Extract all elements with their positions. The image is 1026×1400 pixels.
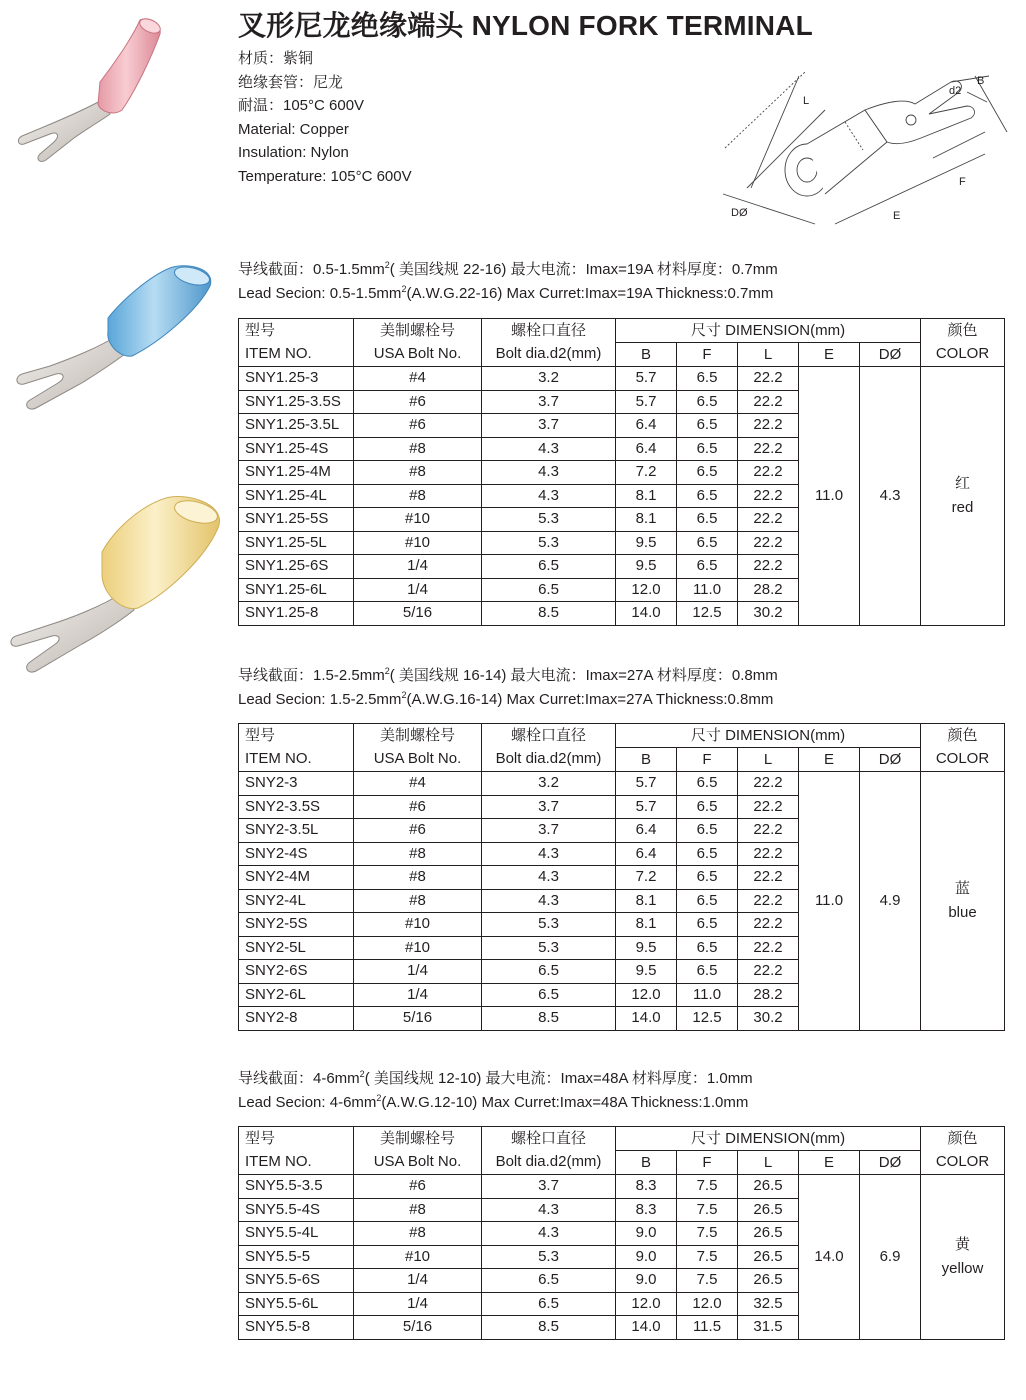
color-cell (921, 1175, 1005, 1340)
bolt-no-cell: 1/4 (354, 555, 482, 579)
bolt-dia-cell: 3.7 (482, 819, 616, 843)
f-cell: 6.5 (677, 960, 738, 984)
color-cn: 黄 (954, 1235, 970, 1253)
f-cell: 6.5 (677, 531, 738, 555)
bolt-no-cell: 1/4 (354, 1269, 482, 1293)
header-dimension: 尺寸 DIMENSION(mm) (616, 724, 921, 748)
bolt-dia-cell: 5.3 (482, 936, 616, 960)
f-cell: 7.5 (677, 1198, 738, 1222)
section-heading-cn: 导线截面：$0.5-1.5mm^2$( 美国线规 22-16) 最大电流：Imax=19A 材料厚度：0.7mm (238, 260, 778, 278)
header-item-cn: 型号 (239, 1127, 354, 1151)
l-cell: 22.2 (738, 772, 799, 796)
bolt-dia-cell: 6.5 (482, 578, 616, 602)
header-dimension: 尺寸 DIMENSION(mm) (616, 1127, 921, 1151)
spec-line: Material: Copper (238, 120, 349, 138)
item-no-cell: SNY5.5-4L (239, 1222, 354, 1246)
e-cell: 11.0 (799, 367, 860, 626)
bolt-dia-cell: 5.3 (482, 508, 616, 532)
item-no-cell: SNY1.25-4L (239, 484, 354, 508)
header-dia-en: Bolt dia.d2(mm) (482, 748, 616, 772)
color-cn: 红 (954, 474, 970, 492)
bolt-dia-cell: 4.3 (482, 1198, 616, 1222)
bolt-no-cell: 5/16 (354, 1316, 482, 1340)
item-no-cell: SNY1.25-4S (239, 437, 354, 461)
l-cell: 22.2 (738, 889, 799, 913)
header-d: DØ (860, 1151, 921, 1175)
bolt-dia-cell: 6.5 (482, 983, 616, 1007)
header-dia-en: Bolt dia.d2(mm) (482, 343, 616, 367)
bolt-dia-cell: 4.3 (482, 437, 616, 461)
bolt-no-cell: #8 (354, 842, 482, 866)
bolt-no-cell: #8 (354, 866, 482, 890)
l-cell: 22.2 (738, 437, 799, 461)
bolt-no-cell: 1/4 (354, 1292, 482, 1316)
b-cell: 9.0 (616, 1269, 677, 1293)
b-cell: 12.0 (616, 983, 677, 1007)
bolt-no-cell: #4 (354, 367, 482, 391)
bolt-no-cell: #8 (354, 889, 482, 913)
b-cell: 8.1 (616, 889, 677, 913)
l-cell: 22.2 (738, 555, 799, 579)
b-cell: 6.4 (616, 842, 677, 866)
item-no-cell: SNY5.5-5 (239, 1245, 354, 1269)
l-cell: 22.2 (738, 414, 799, 438)
header-bolt-cn: 美制螺栓号 (354, 1127, 482, 1151)
diagram-label-D: DØ (731, 207, 748, 219)
section-heading (238, 664, 778, 712)
item-no-cell: SNY2-8 (239, 1007, 354, 1031)
item-no-cell: SNY5.5-3.5 (239, 1175, 354, 1199)
l-cell: 26.5 (738, 1175, 799, 1199)
header-l: L (738, 1151, 799, 1175)
f-cell: 12.5 (677, 1007, 738, 1031)
b-cell: 8.3 (616, 1175, 677, 1199)
b-cell: 9.5 (616, 531, 677, 555)
l-cell: 28.2 (738, 983, 799, 1007)
f-cell: 12.5 (677, 602, 738, 626)
f-cell: 6.5 (677, 461, 738, 485)
bolt-no-cell: #8 (354, 1222, 482, 1246)
section-heading-en: Lead Secion: $4-6mm^2(A.W.G.12-10)$ Max Curret:Imax=48A Thickness:1.0mm (238, 1093, 749, 1111)
item-no-cell: SNY1.25-3 (239, 367, 354, 391)
item-no-cell: SNY5.5-8 (239, 1316, 354, 1340)
bolt-dia-cell: 3.7 (482, 795, 616, 819)
color-cell (921, 772, 1005, 1031)
header-color-en: COLOR (921, 1151, 1005, 1175)
header-b: B (616, 1151, 677, 1175)
bolt-no-cell: #6 (354, 414, 482, 438)
item-no-cell: SNY2-6L (239, 983, 354, 1007)
item-no-cell: SNY5.5-6L (239, 1292, 354, 1316)
header-l: L (738, 748, 799, 772)
f-cell: 6.5 (677, 936, 738, 960)
item-no-cell: SNY2-4L (239, 889, 354, 913)
item-no-cell: SNY1.25-5S (239, 508, 354, 532)
bolt-no-cell: #6 (354, 795, 482, 819)
header-dia-en: Bolt dia.d2(mm) (482, 1151, 616, 1175)
header-item-cn: 型号 (239, 319, 354, 343)
bolt-dia-cell: 4.3 (482, 1222, 616, 1246)
bolt-no-cell: #10 (354, 531, 482, 555)
bolt-dia-cell: 5.3 (482, 531, 616, 555)
header-e: E (799, 748, 860, 772)
item-no-cell: SNY2-5L (239, 936, 354, 960)
l-cell: 22.2 (738, 936, 799, 960)
spec-line: 材质：紫铜 (238, 50, 314, 67)
bolt-dia-cell: 5.3 (482, 1245, 616, 1269)
page-title: 叉形尼龙绝缘端头 NYLON FORK TERMINAL (238, 10, 813, 41)
b-cell: 5.7 (616, 367, 677, 391)
b-cell: 14.0 (616, 1316, 677, 1340)
item-no-cell: SNY2-6S (239, 960, 354, 984)
item-no-cell: SNY2-3 (239, 772, 354, 796)
f-cell: 11.0 (677, 983, 738, 1007)
bolt-no-cell: #10 (354, 1245, 482, 1269)
b-cell: 6.4 (616, 414, 677, 438)
l-cell: 22.2 (738, 390, 799, 414)
header-e: E (799, 343, 860, 367)
bolt-no-cell: #10 (354, 913, 482, 937)
b-cell: 9.0 (616, 1245, 677, 1269)
bolt-no-cell: #4 (354, 772, 482, 796)
l-cell: 22.2 (738, 960, 799, 984)
bolt-no-cell: #10 (354, 508, 482, 532)
item-no-cell: SNY2-3.5S (239, 795, 354, 819)
color-cell (921, 367, 1005, 626)
l-cell: 22.2 (738, 484, 799, 508)
bolt-dia-cell: 4.3 (482, 484, 616, 508)
bolt-dia-cell: 6.5 (482, 1292, 616, 1316)
b-cell: 14.0 (616, 602, 677, 626)
f-cell: 6.5 (677, 819, 738, 843)
bolt-no-cell: 1/4 (354, 983, 482, 1007)
f-cell: 7.5 (677, 1245, 738, 1269)
blue-fork-terminal-image (10, 262, 220, 422)
color-cn: 蓝 (954, 879, 970, 897)
f-cell: 11.0 (677, 578, 738, 602)
b-cell: 7.2 (616, 866, 677, 890)
item-no-cell: SNY1.25-5L (239, 531, 354, 555)
f-cell: 6.5 (677, 795, 738, 819)
bolt-dia-cell: 4.3 (482, 866, 616, 890)
l-cell: 22.2 (738, 819, 799, 843)
bolt-dia-cell: 3.2 (482, 367, 616, 391)
bolt-no-cell: #8 (354, 437, 482, 461)
spec-table (238, 1126, 1005, 1340)
d-cell: 6.9 (860, 1175, 921, 1340)
section-heading (238, 258, 778, 306)
l-cell: 22.2 (738, 461, 799, 485)
table-row (239, 1175, 1005, 1199)
d-cell: 4.9 (860, 772, 921, 1031)
b-cell: 7.2 (616, 461, 677, 485)
f-cell: 6.5 (677, 772, 738, 796)
f-cell: 7.5 (677, 1175, 738, 1199)
f-cell: 6.5 (677, 866, 738, 890)
b-cell: 5.7 (616, 772, 677, 796)
color-en: yellow (941, 1259, 984, 1277)
spec-line: Insulation: Nylon (238, 144, 349, 162)
dimension-diagram (715, 62, 1015, 232)
bolt-no-cell: 1/4 (354, 578, 482, 602)
f-cell: 6.5 (677, 889, 738, 913)
b-cell: 6.4 (616, 437, 677, 461)
header-color-en: COLOR (921, 343, 1005, 367)
bolt-dia-cell: 3.7 (482, 390, 616, 414)
header-bolt-en: USA Bolt No. (354, 343, 482, 367)
spec-table (238, 723, 1005, 1031)
b-cell: 12.0 (616, 578, 677, 602)
l-cell: 22.2 (738, 367, 799, 391)
spec-table (238, 318, 1005, 626)
b-cell: 8.1 (616, 913, 677, 937)
diagram-label-F: F (959, 176, 966, 188)
header-f: F (677, 343, 738, 367)
diagram-label-L: L (803, 95, 810, 107)
e-cell: 11.0 (799, 772, 860, 1031)
header-d: DØ (860, 748, 921, 772)
f-cell: 6.5 (677, 913, 738, 937)
l-cell: 22.2 (738, 795, 799, 819)
header-color-cn: 颜色 (947, 321, 978, 339)
f-cell: 11.5 (677, 1316, 738, 1340)
spec-line: 耐温：105°C 600V (238, 97, 365, 115)
item-no-cell: SNY5.5-6S (239, 1269, 354, 1293)
header-item-en: ITEM NO. (239, 343, 354, 367)
header-e: E (799, 1151, 860, 1175)
bolt-dia-cell: 8.5 (482, 602, 616, 626)
l-cell: 22.2 (738, 913, 799, 937)
f-cell: 7.5 (677, 1269, 738, 1293)
b-cell: 8.3 (616, 1198, 677, 1222)
bolt-no-cell: #8 (354, 484, 482, 508)
section-heading-cn: 导线截面：$1.5-2.5mm^2$( 美国线规 16-14) 最大电流：Imax=27A 材料厚度：0.8mm (238, 666, 778, 684)
section-heading (238, 1067, 753, 1115)
bolt-dia-cell: 5.3 (482, 913, 616, 937)
l-cell: 26.5 (738, 1269, 799, 1293)
item-no-cell: SNY1.25-8 (239, 602, 354, 626)
red-fork-terminal-image (10, 8, 170, 173)
l-cell: 22.2 (738, 531, 799, 555)
f-cell: 6.5 (677, 390, 738, 414)
bolt-no-cell: #6 (354, 819, 482, 843)
header-bolt-cn: 美制螺栓号 (354, 319, 482, 343)
f-cell: 6.5 (677, 367, 738, 391)
l-cell: 30.2 (738, 1007, 799, 1031)
l-cell: 26.5 (738, 1222, 799, 1246)
l-cell: 26.5 (738, 1245, 799, 1269)
l-cell: 22.2 (738, 866, 799, 890)
f-cell: 6.5 (677, 508, 738, 532)
bolt-dia-cell: 8.5 (482, 1007, 616, 1031)
l-cell: 22.2 (738, 508, 799, 532)
bolt-dia-cell: 4.3 (482, 461, 616, 485)
b-cell: 6.4 (616, 819, 677, 843)
header-b: B (616, 343, 677, 367)
b-cell: 9.5 (616, 555, 677, 579)
b-cell: 14.0 (616, 1007, 677, 1031)
l-cell: 31.5 (738, 1316, 799, 1340)
header-color-cn: 颜色 (947, 726, 978, 744)
spec-line: 绝缘套管：尼龙 (238, 73, 344, 91)
l-cell: 30.2 (738, 602, 799, 626)
color-en: blue (948, 903, 977, 921)
f-cell: 6.5 (677, 555, 738, 579)
f-cell: 6.5 (677, 414, 738, 438)
d-cell: 4.3 (860, 367, 921, 626)
b-cell: 8.1 (616, 508, 677, 532)
f-cell: 6.5 (677, 484, 738, 508)
b-cell: 9.5 (616, 960, 677, 984)
header-item-cn: 型号 (239, 724, 354, 748)
bolt-dia-cell: 3.7 (482, 1175, 616, 1199)
table-row (239, 367, 1005, 391)
l-cell: 28.2 (738, 578, 799, 602)
header-bolt-cn: 美制螺栓号 (354, 724, 482, 748)
header-dimension: 尺寸 DIMENSION(mm) (616, 319, 921, 343)
f-cell: 12.0 (677, 1292, 738, 1316)
item-no-cell: SNY2-5S (239, 913, 354, 937)
header-b: B (616, 748, 677, 772)
item-no-cell: SNY1.25-4M (239, 461, 354, 485)
f-cell: 6.5 (677, 842, 738, 866)
header-dia-cn: 螺栓口直径 (482, 1127, 616, 1151)
item-no-cell: SNY1.25-3.5L (239, 414, 354, 438)
b-cell: 5.7 (616, 390, 677, 414)
l-cell: 22.2 (738, 842, 799, 866)
section-heading-en: Lead Secion: $0.5-1.5mm^2(A.W.G.22-16)$ Max Curret:Imax=19A Thickness:0.7mm (238, 284, 774, 302)
bolt-dia-cell: 6.5 (482, 1269, 616, 1293)
f-cell: 6.5 (677, 437, 738, 461)
bolt-no-cell: 5/16 (354, 1007, 482, 1031)
bolt-dia-cell: 4.3 (482, 889, 616, 913)
bolt-dia-cell: 6.5 (482, 960, 616, 984)
l-cell: 32.5 (738, 1292, 799, 1316)
l-cell: 26.5 (738, 1198, 799, 1222)
item-no-cell: SNY2-3.5L (239, 819, 354, 843)
bolt-no-cell: #6 (354, 390, 482, 414)
header-item-en: ITEM NO. (239, 1151, 354, 1175)
header-item-en: ITEM NO. (239, 748, 354, 772)
item-no-cell: SNY1.25-3.5S (239, 390, 354, 414)
b-cell: 9.0 (616, 1222, 677, 1246)
item-no-cell: SNY5.5-4S (239, 1198, 354, 1222)
material-specs (238, 47, 412, 189)
yellow-fork-terminal-image (6, 494, 226, 684)
header-dia-cn: 螺栓口直径 (482, 724, 616, 748)
diagram-label-d2: d2 (949, 85, 962, 97)
header-dia-cn: 螺栓口直径 (482, 319, 616, 343)
header-d: DØ (860, 343, 921, 367)
bolt-no-cell: 1/4 (354, 960, 482, 984)
item-no-cell: SNY2-4M (239, 866, 354, 890)
bolt-no-cell: #8 (354, 461, 482, 485)
bolt-no-cell: 5/16 (354, 602, 482, 626)
section-heading-en: Lead Secion: $1.5-2.5mm^2(A.W.G.16-14)$ Max Curret:Imax=27A Thickness:0.8mm (238, 690, 774, 708)
header-f: F (677, 748, 738, 772)
f-cell: 7.5 (677, 1222, 738, 1246)
section-heading-cn: 导线截面：$4-6mm^2$( 美国线规 12-10) 最大电流：Imax=48A 材料厚度：1.0mm (238, 1069, 753, 1087)
header-bolt-en: USA Bolt No. (354, 748, 482, 772)
e-cell: 14.0 (799, 1175, 860, 1340)
spec-line: Temperature: 105°C 600V (238, 167, 412, 185)
diagram-label-E: E (893, 210, 901, 222)
bolt-dia-cell: 4.3 (482, 842, 616, 866)
bolt-no-cell: #8 (354, 1198, 482, 1222)
bolt-dia-cell: 8.5 (482, 1316, 616, 1340)
color-en: red (951, 498, 974, 516)
header-l: L (738, 343, 799, 367)
item-no-cell: SNY2-4S (239, 842, 354, 866)
header-f: F (677, 1151, 738, 1175)
bolt-dia-cell: 3.7 (482, 414, 616, 438)
header-color-cn: 颜色 (947, 1129, 978, 1147)
b-cell: 12.0 (616, 1292, 677, 1316)
header-bolt-en: USA Bolt No. (354, 1151, 482, 1175)
diagram-label-B: B (977, 75, 985, 87)
header-color-en: COLOR (921, 748, 1005, 772)
b-cell: 9.5 (616, 936, 677, 960)
bolt-no-cell: #10 (354, 936, 482, 960)
b-cell: 5.7 (616, 795, 677, 819)
bolt-dia-cell: 3.2 (482, 772, 616, 796)
table-row (239, 772, 1005, 796)
item-no-cell: SNY1.25-6S (239, 555, 354, 579)
item-no-cell: SNY1.25-6L (239, 578, 354, 602)
bolt-dia-cell: 6.5 (482, 555, 616, 579)
bolt-no-cell: #6 (354, 1175, 482, 1199)
b-cell: 8.1 (616, 484, 677, 508)
